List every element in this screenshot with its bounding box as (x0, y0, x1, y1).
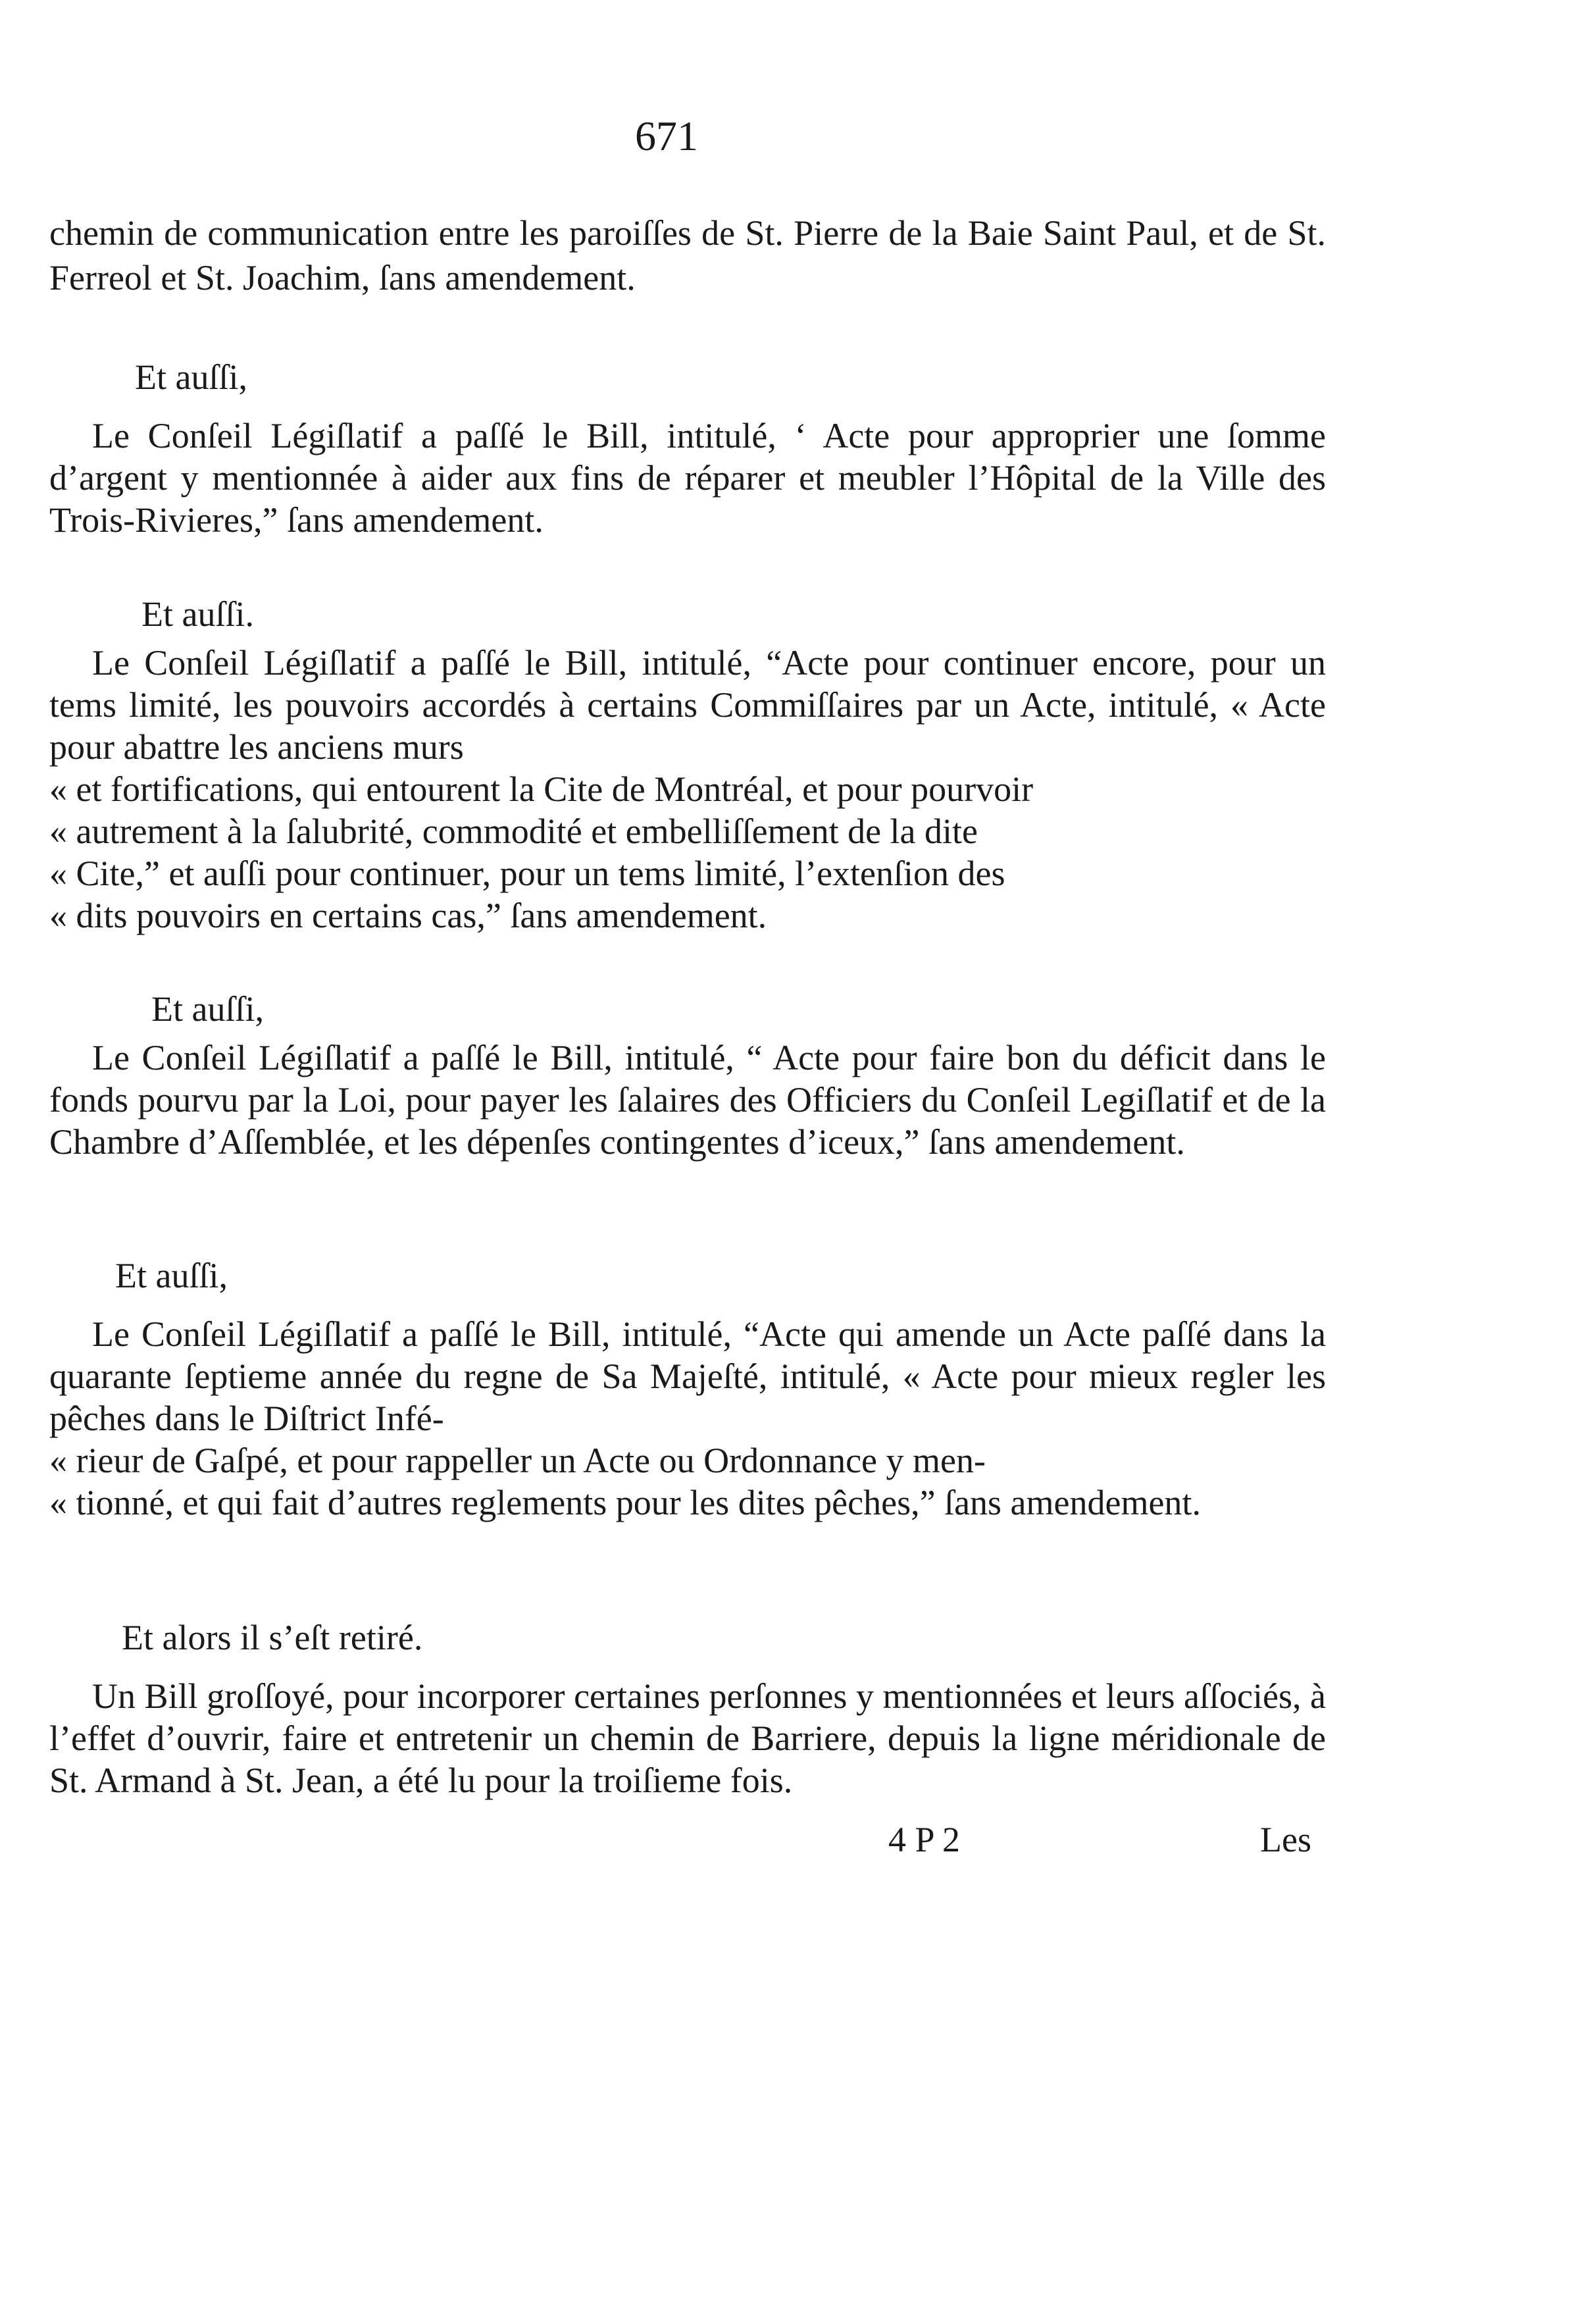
paragraph-4: Le Conſeil Légiſlatif a paſſé le Bill, intitulé, “ Acte pour faire bon du déficit dans le fonds pourvu par la Loi, pour payer les ſalaires des Officiers du Conſeil Legiſlatif et de la Chambre d’Aſſemblée, et les dépenſes contingentes d’iceux,” ſans amendement. (49, 1038, 1326, 1162)
page-number: 671 (635, 113, 698, 159)
paragraph-6: Un Bill groſſoyé, pour incorporer certaines perſonnes y mentionnées et leurs aſſociés, à l’effet d’ouvrir, faire et entretenir un chemin de Barriere, depuis la ligne méridionale de St. Armand à St. Jean, a été lu pour la troiſieme fois. (49, 1676, 1326, 1800)
heading-retire: Et alors il s’eſt retiré. (122, 1618, 423, 1657)
paragraph-3-line-4: « Cite,” et auſſi pour continuer, pour un tems limité, l’extenſion des (49, 854, 1005, 893)
paragraph-3 (49, 642, 1326, 937)
paragraph-3-line-1: Le Conſeil Légiſlatif a paſſé le Bill, intitulé, “Acte pour continuer encore, pour un tems limité, les pouvoirs accordés à certains Commiſſaires par un Acte, intitulé, « Acte pour abattre les anciens murs (49, 643, 1326, 767)
paragraph-3-line-2: « et fortifications, qui entourent la Cite de Montréal, et pour pourvoir (49, 769, 1034, 809)
heading-et-aussi-1: Et auſſi, (135, 357, 247, 397)
heading-et-aussi-2: Et auſſi. (141, 594, 254, 634)
heading-et-aussi-4: Et auſſi, (115, 1256, 228, 1295)
paragraph-5-line-3: « tionné, et qui fait d’autres reglements pour les dites pêches,” ſans amendement. (49, 1483, 1201, 1522)
paragraph-5-line-1: Le Conſeil Légiſlatif a paſſé le Bill, intitulé, “Acte qui amende un Acte paſſé dans la quarante ſeptieme année du regne de Sa Majeſté, intitulé, « Acte pour mieux regler les pêches dans le Diſtrict Infé- (49, 1314, 1326, 1438)
paragraph-2: Le Conſeil Légiſlatif a paſſé le Bill, intitulé, ‘ Acte pour approprier une ſomme d’argent y mentionnée à aider aux fins de réparer et meubler l’Hôpital de la Ville des Trois-Rivieres,” ſans amendement. (49, 416, 1326, 540)
paragraph-5-line-2: « rieur de Gaſpé, et pour rappeller un Acte ou Ordonnance y men- (49, 1441, 986, 1480)
signature-mark: 4 P 2 (888, 1820, 961, 1859)
paragraph-3-line-5: « dits pouvoirs en certains cas,” ſans amendement. (49, 896, 767, 935)
catchword: Les (1260, 1820, 1311, 1859)
paragraph-1: chemin de communication entre les paroiſſes de St. Pierre de la Baie Saint Paul, et de St. Ferreol et St. Joachim, ſans amendement. (49, 213, 1326, 297)
heading-et-aussi-3: Et auſſi, (151, 989, 264, 1029)
paragraph-5 (49, 1313, 1326, 1524)
paragraph-3-line-3: « autrement à la ſalubrité, commodité et embelliſſement de la dite (49, 812, 978, 851)
